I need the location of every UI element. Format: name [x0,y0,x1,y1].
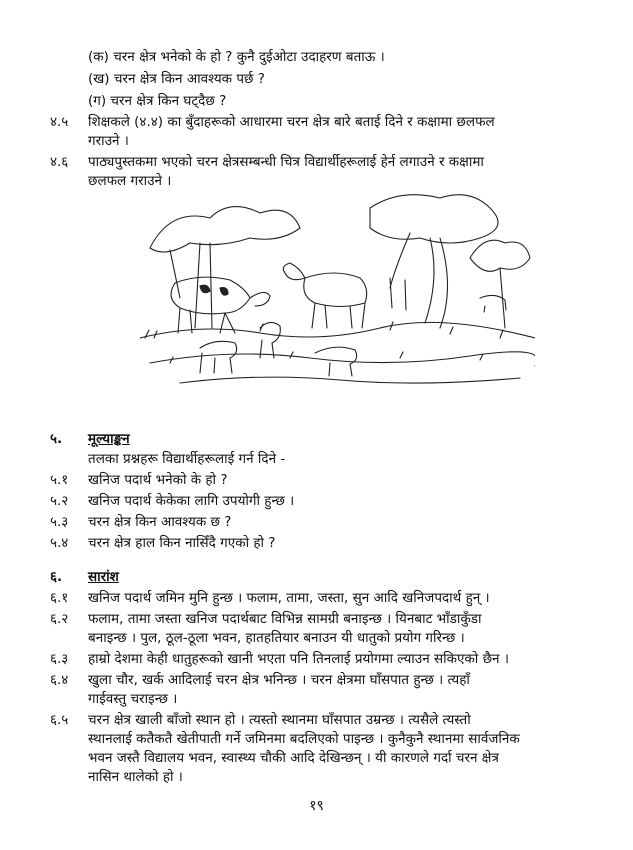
evaluation-item: चरन क्षेत्र किन आवश्यक छ ? [88,514,232,530]
grazing-land-illustration [140,188,535,393]
summary-line: बनाइन्छ । पुल, ठूल-ठूला भवन, हातहतियार बनाउन यी धातुको प्रयोग गरिन्छ । [88,630,465,646]
summary-line: फलाम, तामा जस्ता खनिज पदार्थबाट विभिन्न सामग्री बनाइन्छ । यिनबाट भाँडाकुँडा [88,611,482,627]
evaluation-intro: तलका प्रश्नहरू विद्यार्थीहरूलाई गर्न दिने - [88,451,286,467]
evaluation-item-number: ५.१ [50,472,69,488]
activity-number: ४.५ [50,114,69,130]
summary-item-number: ६.१ [50,590,69,606]
summary-item-number: ६.३ [50,651,69,667]
summary-line: नासिन थालेको हो । [88,769,183,785]
summary-line: हाम्रो देशमा केही धातुहरूको खानी भएता पनि तिनलाई प्रयोगमा ल्याउन सकिएको छैन । [88,651,509,667]
summary-line: खनिज पदार्थ जमिन मुनि हुन्छ । फलाम, तामा, जस्ता, सुन आदि खनिजपदार्थ हुन् । [88,590,490,606]
section-number: ५. [50,431,63,447]
activity-line: गराउने । [88,133,129,149]
activity-line: छलफल गराउने । [88,173,172,189]
summary-line: खुला चौर, खर्क आदिलाई चरन क्षेत्र भनिन्छ । चरन क्षेत्रमा घाँसपात हुन्छ । त्यहाँ [88,672,470,688]
summary-item-number: ६.४ [50,672,69,688]
evaluation-item-number: ५.४ [50,535,69,551]
section-title-summary: सारांश [88,569,119,585]
section-number: ६. [50,569,63,585]
summary-line: गाईवस्तु चराइन्छ । [88,691,178,707]
summary-line: भवन जस्तै विद्यालय भवन, स्वास्थ्य चौकी आदि देखिन्छन् । यी कारणले गर्दा चरन क्षेत्र [88,750,499,766]
question-kha: (ख) चरन क्षेत्र किन आवश्यक पर्छ ? [88,71,265,87]
activity-number: ४.६ [50,154,69,170]
activity-line: शिक्षकले (४.४) का बुँदाहरूको आधारमा चरन क्षेत्र बारे बताई दिने र कक्षामा छलफल [88,114,495,130]
summary-line: चरन क्षेत्र खाली बाँजो स्थान हो । त्यस्तो स्थानमा घाँसपात उम्रन्छ । त्यसैले त्यस्तो [88,712,471,728]
evaluation-item-number: ५.३ [50,514,69,530]
summary-item-number: ६.५ [50,712,69,728]
summary-line: स्थानलाई कतैकतै खेतीपाती गर्ने जमिनमा बदलिएको पाइन्छ । कुनैकुनै स्थानमा सार्वजनिक [88,731,520,747]
evaluation-item: खनिज पदार्थ केकेका लागि उपयोगी हुन्छ । [88,493,295,509]
question-ka: (क) चरन क्षेत्र भनेको के हो ? कुनै दुईओटा उदाहरण बताऊ । [88,49,385,65]
evaluation-item-number: ५.२ [50,493,69,509]
evaluation-item: चरन क्षेत्र हाल किन नासिँदै गएको हो ? [88,535,276,551]
page-number: १९ [309,798,324,814]
activity-line: पाठ्यपुस्तकमा भएको चरन क्षेत्रसम्बन्धी चित्र विद्यार्थीहरूलाई हेर्न लगाउने र कक्षामा [88,154,484,170]
section-title-evaluation: मूल्याङ्कन [88,431,130,447]
evaluation-item: खनिज पदार्थ भनेको के हो ? [88,472,228,488]
summary-item-number: ६.२ [50,611,69,627]
question-ga: (ग) चरन क्षेत्र किन घट्दैछ ? [88,93,227,109]
